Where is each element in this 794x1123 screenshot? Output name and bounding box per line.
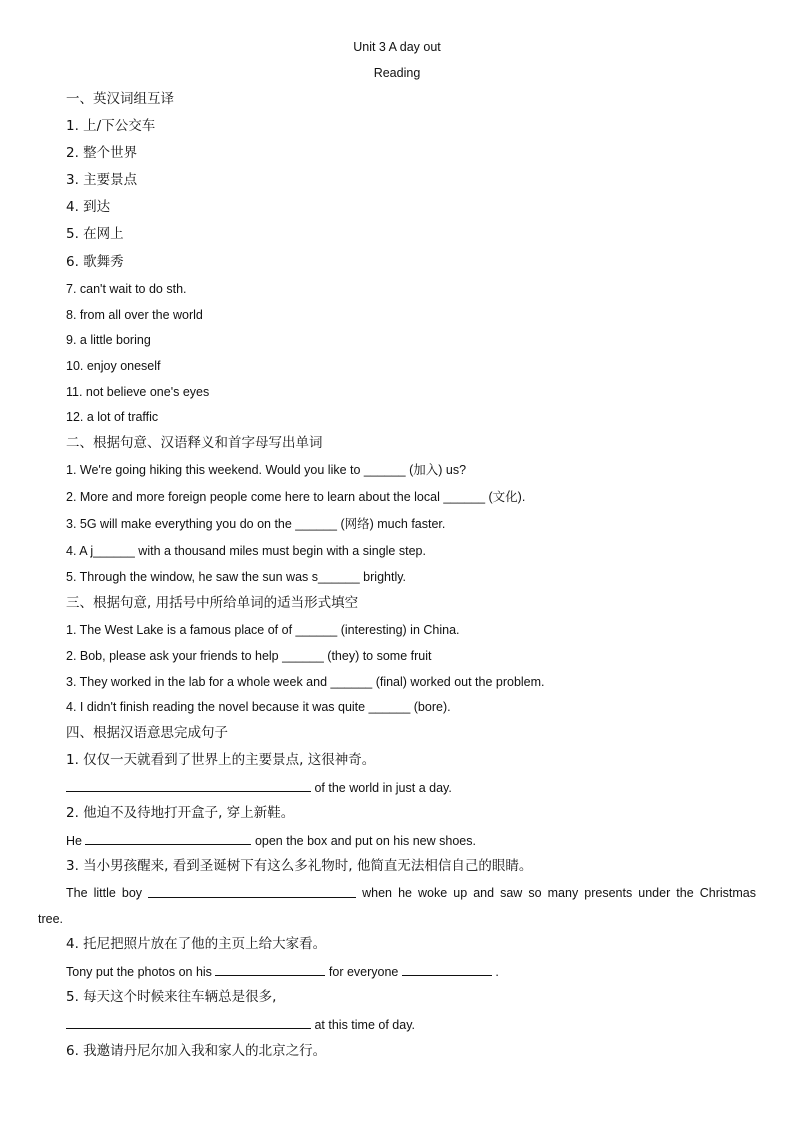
q3-word: under — [638, 886, 671, 900]
q3-word: saw — [500, 886, 523, 900]
section1-item-5: 5. 在网上 — [66, 226, 124, 242]
section1-item-2: 2. 整个世界 — [66, 145, 138, 161]
section1-item-6: 6. 歌舞秀 — [66, 254, 124, 270]
q3-word: boy — [121, 886, 143, 900]
q3-word: little — [93, 886, 116, 900]
section3-item-1: 1. The West Lake is a famous place of of ______ (interesting) in China. — [66, 623, 460, 637]
answer-blank[interactable] — [66, 1016, 311, 1029]
section4-q5-answer-line — [66, 1016, 415, 1033]
section1-item-12: 12. a lot of traffic — [66, 410, 159, 424]
q3-word: so — [528, 886, 542, 900]
section1-item-3: 3. 主要景点 — [66, 172, 138, 188]
section4-q6-chinese: 6. 我邀请丹尼尔加入我和家人的北京之行。 — [66, 1043, 327, 1059]
section4-q3-continuation: tree. — [38, 912, 64, 926]
section4-q3-chinese: 3. 当小男孩醒来, 看到圣诞树下有这么多礼物时, 他简直无法相信自己的眼睛。 — [66, 858, 533, 874]
section3-item-3: 3. They worked in the lab for a whole week and ______ (final) worked out the problem. — [66, 675, 545, 689]
worksheet-subtitle: Reading — [373, 66, 421, 80]
section4-heading: 四、根据汉语意思完成句子 — [66, 725, 228, 741]
section1-item-1: 1. 上/下公交车 — [66, 118, 156, 134]
section4-q1-chinese: 1. 仅仅一天就看到了世界上的主要景点, 这很神奇。 — [66, 752, 376, 768]
q3-word: woke — [418, 886, 448, 900]
section2-item-3: 3. 5G will make everything you do on the ______ (网络) much faster. — [66, 517, 446, 531]
q3-word: many — [547, 886, 579, 900]
section3-heading: 三、根据句意, 用括号中所给单词的适当形式填空 — [66, 595, 359, 611]
section1-heading: 一、英汉词组互译 — [66, 91, 174, 107]
section4-q3-answer-line — [66, 885, 756, 901]
section1-item-7: 7. can't wait to do sth. — [66, 282, 187, 296]
answer-blank[interactable] — [402, 963, 492, 976]
answer-blank[interactable] — [85, 832, 251, 845]
section4-q4-answer-line — [66, 963, 499, 980]
worksheet-title: Unit 3 A day out — [353, 40, 441, 54]
section4-q2-lead: He — [66, 834, 82, 848]
section1-item-4: 4. 到达 — [66, 199, 111, 215]
section4-q2-chinese: 2. 他迫不及待地打开盒子, 穿上新鞋。 — [66, 805, 295, 821]
section2-item-4: 4. A j______ with a thousand miles must begin with a single step. — [66, 544, 426, 558]
section4-q2-answer-line — [66, 832, 476, 849]
section2-item-5: 5. Through the window, he saw the sun was s______ brightly. — [66, 570, 407, 584]
answer-blank[interactable] — [148, 885, 356, 898]
section4-q5-tail: at this time of day. — [314, 1018, 415, 1032]
section1-item-8: 8. from all over the world — [66, 308, 203, 322]
q3-word: Christmas — [699, 886, 756, 900]
section2-heading: 二、根据句意、汉语释义和首字母写出单词 — [66, 435, 323, 451]
section2-item-1: 1. We're going hiking this weekend. Would you like to ______ (加入) us? — [66, 463, 467, 477]
section4-q5-chinese: 5. 每天这个时候来往车辆总是很多, — [66, 989, 277, 1005]
section3-item-2: 2. Bob, please ask your friends to help ______ (they) to some fruit — [66, 649, 432, 663]
section1-item-10: 10. enjoy oneself — [66, 359, 161, 373]
q3-word: the — [676, 886, 694, 900]
q3-word: The — [66, 886, 88, 900]
q3-word: he — [398, 886, 412, 900]
section1-item-11: 11. not believe one's eyes — [66, 385, 210, 399]
q3-word: and — [473, 886, 495, 900]
section4-q4-chinese: 4. 托尼把照片放在了他的主页上给大家看。 — [66, 936, 327, 952]
q3-word: when — [362, 886, 393, 900]
section1-item-9: 9. a little boring — [66, 333, 151, 347]
section4-q4-lead: Tony put the photos on his — [66, 965, 212, 979]
answer-blank[interactable] — [66, 779, 311, 792]
q3-word: up — [453, 886, 468, 900]
q3-word: presents — [584, 886, 633, 900]
section4-q2-tail: open the box and put on his new shoes. — [254, 834, 476, 848]
answer-blank[interactable] — [215, 963, 325, 976]
section4-q4-mid: for everyone — [328, 965, 399, 979]
section3-item-4: 4. I didn't finish reading the novel because it was quite ______ (bore). — [66, 700, 451, 714]
section2-item-2: 2. More and more foreign people come here to learn about the local ______ (文化). — [66, 490, 526, 504]
section4-q1-tail: of the world in just a day. — [314, 781, 452, 795]
section4-q4-end: . — [495, 965, 499, 979]
section4-q1-answer-line — [66, 779, 452, 796]
